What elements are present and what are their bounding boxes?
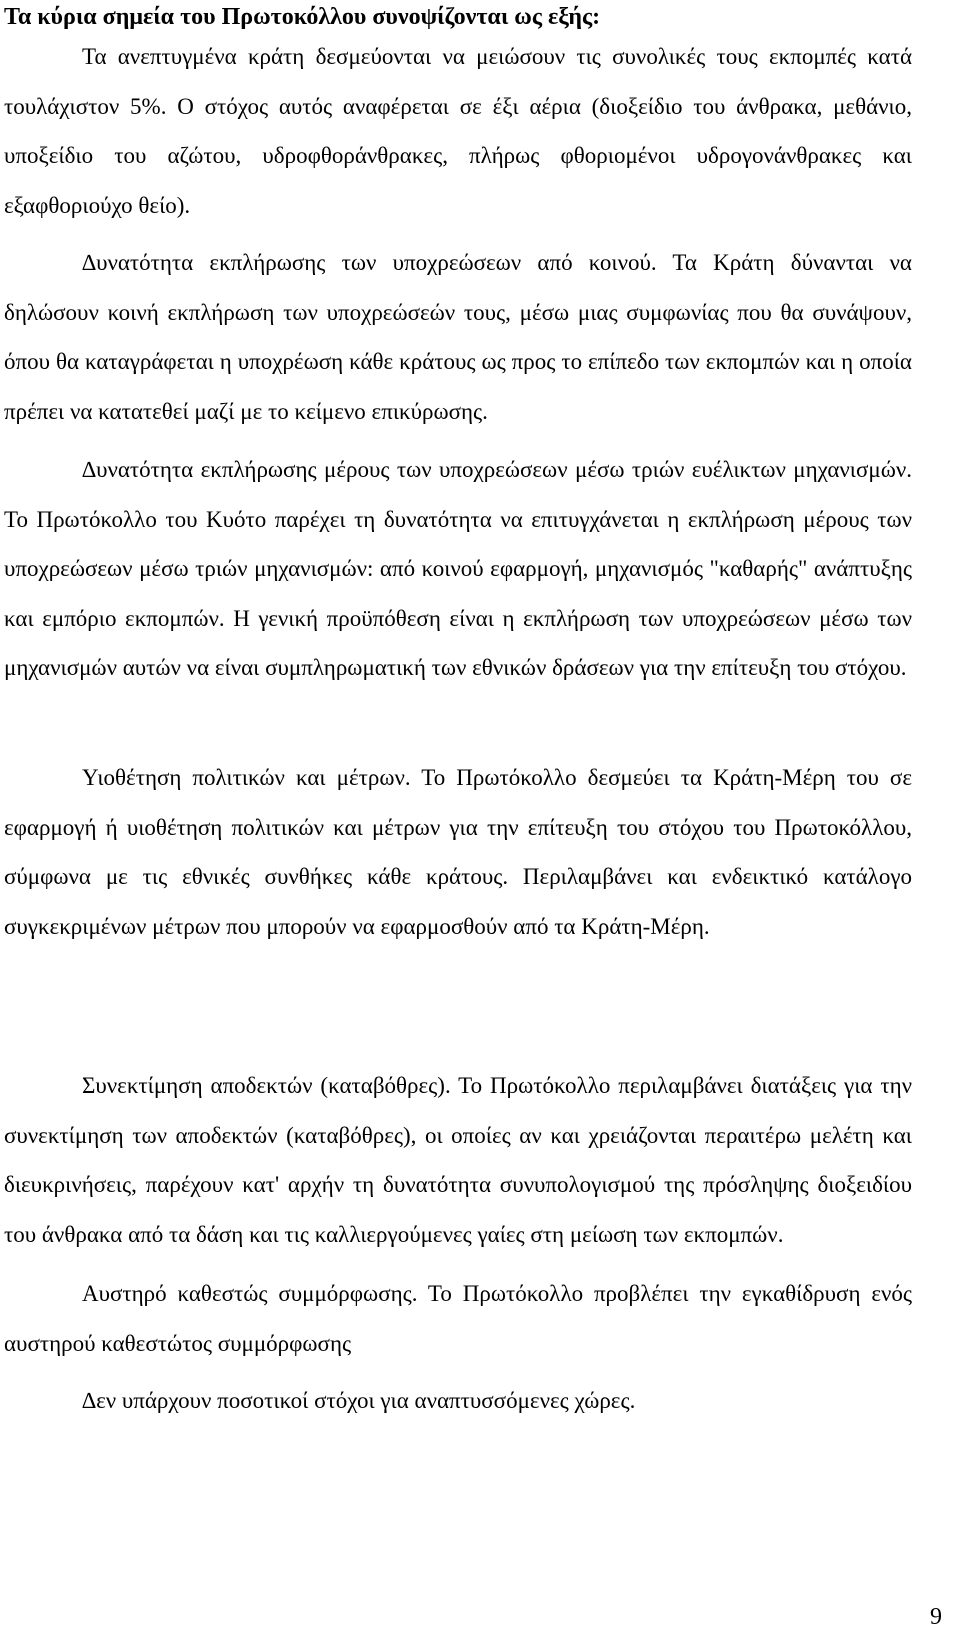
paragraph-sinks: Συνεκτίμηση αποδεκτών (καταβόθρες). Το Πρωτόκολλο περιλαμβάνει διατάξεις για την συνεκτίμηση των αποδεκτών (καταβόθρες), οι οποίες αν και χρειάζονται περαιτέρω μελέτη και διευκρινήσεις, παρέχουν κατ' αρχήν τη δυνατότητα συνυπολογισμού της πρόσληψης διοξειδίου του άνθρακα από τα δάση και τις καλλιεργούμενες γαίες στη μείωση των εκπομπών. xyxy=(4,1073,912,1247)
paragraph-flexible-mechanisms: ∆υνατότητα εκπλήρωσης μέρους των υποχρεώσεων μέσω τριών ευέλικτων μηχανισμών. Το Πρωτόκολλο του Κυότο παρέχει τη δυνατότητα να επιτυγχάνεται η εκπλήρωση μέρους των υποχρεώσεων μέσω τριών μηχανισμών: από κοινού εφαρμογή, μηχανισμός "καθαρής" ανάπτυξης και εμπόριο εκπομπών. Η γενική προϋπόθεση είναι η εκπλήρωση των υποχρεώσεων μέσω των μηχανισμών αυτών να είναι συμπληρωματική των εθνικών δράσεων για την επίτευξη του στόχου. xyxy=(4,457,912,681)
paragraph-policies-and-measures: Υιοθέτηση πολιτικών και μέτρων. Το Πρωτόκολλο δεσμεύει τα Κράτη-Μέρη του σε εφαρμογή ή υιοθέτηση πολιτικών και μέτρων για την επίτευξη του στόχου του Πρωτοκόλλου, σύμφωνα με τις εθνικές συνθήκες κάθε κράτους. Περιλαμβάνει και ενδεικτικό κατάλογο συγκεκριμένων μέτρων που μπορούν να εφαρμοσθούν από τα Κράτη-Μέρη. xyxy=(4,765,912,939)
paragraph-emission-reduction: Τα ανεπτυγμένα κράτη δεσμεύονται να μειώσουν τις συνολικές τους εκπομπές κατά τουλάχιστον 5%. Ο στόχος αυτός αναφέρεται σε έξι αέρια (διοξείδιο του άνθρακα, μεθάνιο, υποξείδιο του αζώτου, υδροφθοράνθρακες, πλήρως φθοριομένοι υδρογονάνθρακες και εξαφθοριούχο θείο). xyxy=(4,44,912,218)
page-number: 9 xyxy=(930,1604,942,1630)
paragraph-developing-countries: ∆εν υπάρχουν ποσοτικοί στόχοι για αναπτυσσόμενες χώρες. xyxy=(82,1388,636,1413)
section-heading: Τα κύρια σημεία του Πρωτοκόλλου συνοψίζονται ως εξής: xyxy=(4,4,601,30)
paragraph-compliance-regime: Αυστηρό καθεστώς συμμόρφωσης. Το Πρωτόκολλο προβλέπει την εγκαθίδρυση ενός αυστηρού καθεστώτος συμμόρφωσης xyxy=(4,1281,912,1356)
paragraph-joint-fulfilment: ∆υνατότητα εκπλήρωσης των υποχρεώσεων από κοινού. Τα Κράτη δύνανται να δηλώσουν κοινή εκπλήρωση των υποχρεώσεών τους, μέσω μιας συμφωνίας που θα συνάψουν, όπου θα καταγράφεται η υποχρέωση κάθε κράτους ως προς το επίπεδο των εκπομπών και η οποία πρέπει να κατατεθεί μαζί με το κείμενο επικύρωσης. xyxy=(4,250,912,424)
